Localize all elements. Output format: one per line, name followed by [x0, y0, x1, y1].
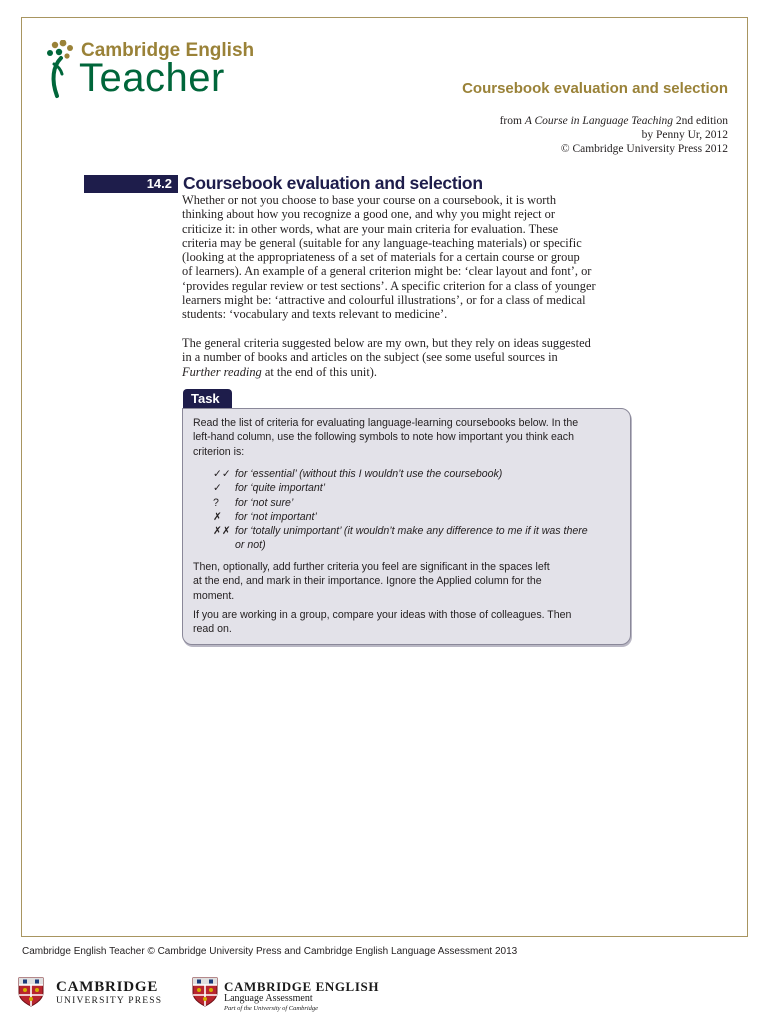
section-number: 14.2: [146, 176, 172, 191]
task-line: Then, optionally, add further criteria you feel are significant in the spaces left: [193, 561, 550, 573]
source-prefix: from: [499, 115, 522, 127]
task-line: left-hand column, use the following symbols to note how important you think each: [193, 431, 574, 444]
paragraph-line: thinking about how you recognize a good one, and why you might reject or: [182, 207, 556, 222]
symbol-meaning: for ‘quite important’: [235, 482, 326, 495]
paragraph-line: Whether or not you choose to base your course on a coursebook, it is worth: [182, 193, 557, 207]
paragraph-line-end: at the end of this unit).: [261, 364, 378, 379]
task-line: If you are working in a group, compare your ideas with those of colleagues. Then: [193, 609, 572, 621]
cel-logo-sub: Language Assessment: [224, 993, 313, 1004]
task-group: [193, 608, 623, 637]
symbol-row: [213, 538, 623, 552]
symbol-meaning: or not): [235, 539, 266, 552]
symbol-meaning: for ‘not sure’: [235, 496, 294, 509]
task-line: Read the list of criteria for evaluating language-learning coursebooks below. In the: [193, 417, 579, 429]
source-book-title: A Course in Language Teaching: [524, 115, 674, 127]
symbol-row: [213, 481, 623, 495]
cel-logo-name: CAMBRIDGE ENGLISH: [224, 979, 380, 994]
tick-icon: ✓: [213, 482, 222, 495]
task-line: at the end, and mark in their importance. Ignore the Applied column for the: [193, 575, 542, 588]
paragraph-line: learners might be: ‘attractive and colourful illustrations’, or for a class of medical: [182, 293, 586, 308]
paragraph-line: [182, 365, 632, 379]
task-line: moment.: [193, 589, 235, 602]
paragraph-line: ‘provides regular review or test sections’. A specific criterion for a class of younger: [182, 278, 596, 293]
cambridge-english-teacher-logo[interactable]: [45, 40, 265, 102]
logo-text-cambridge-english: Cambridge English: [81, 40, 255, 61]
symbol-meaning: for ‘essential’ (without this I wouldn’t use the coursebook): [235, 468, 503, 480]
source-edition: 2nd edition: [675, 115, 728, 127]
logo-text-teacher: Teacher: [79, 56, 225, 100]
section-title: Coursebook evaluation and selection: [183, 173, 483, 193]
task-line: criterion is:: [193, 445, 245, 458]
intro-paragraph: [182, 193, 632, 322]
paragraph-line: of learners). An example of a general criterion might be: ‘clear layout and font’, or: [182, 264, 592, 279]
task-then: [193, 560, 623, 603]
tree-person-icon: [45, 40, 79, 100]
cup-logo-name: CAMBRIDGE: [56, 979, 159, 995]
symbol-meaning: for ‘not important’: [235, 510, 317, 523]
paragraph-line: criticize it: in other words, what are your main criteria for evaluation. These: [182, 221, 559, 236]
source-copyright: © Cambridge University Press 2012: [560, 143, 728, 155]
task-tab: [183, 389, 232, 410]
symbol-row: [213, 510, 623, 524]
university-crest-icon: [18, 977, 44, 1007]
cup-logo-sub: UNIVERSITY PRESS: [56, 996, 163, 1006]
paragraph-line: in a number of books and articles on the subject (see some useful sources in: [182, 350, 558, 365]
section-number-bar: [84, 175, 178, 193]
symbol-row: [213, 496, 623, 510]
task-line: read on.: [193, 623, 232, 636]
source-citation: [500, 114, 728, 156]
paragraph-line: The general criteria suggested below are my own, but they rely on ideas suggested: [182, 336, 591, 350]
criteria-paragraph: [182, 336, 632, 379]
header-title: Coursebook evaluation and selection: [462, 80, 728, 97]
symbol-row: [213, 467, 623, 481]
cel-logo-sub2: Part of the University of Cambridge: [224, 1005, 319, 1012]
paragraph-line: (looking at the appropriateness of a set of materials for a certain course or group: [182, 250, 580, 265]
task-label: Task: [191, 391, 220, 406]
footer-copyright: Cambridge English Teacher © Cambridge University Press and Cambridge English Language Assessment 2013: [22, 946, 518, 957]
double-cross-icon: ✗✗: [213, 525, 231, 538]
further-reading-link[interactable]: Further reading: [182, 364, 262, 379]
question-mark-icon: ?: [213, 496, 219, 509]
source-line-book: [500, 114, 728, 128]
paragraph-line: criteria may be general (suitable for any language-teaching materials) or specific: [182, 235, 582, 250]
task-box: [182, 408, 631, 645]
source-author: by Penny Ur, 2012: [641, 129, 728, 141]
double-tick-icon: ✓✓: [213, 468, 231, 480]
task-intro: [193, 416, 623, 459]
paragraph-line: students: ‘vocabulary and texts relevant to medicine’.: [182, 307, 448, 322]
university-crest-icon: [192, 977, 218, 1007]
symbol-list: [213, 467, 623, 553]
cross-icon: ✗: [213, 510, 222, 523]
symbol-row: [213, 524, 623, 538]
symbol-meaning: for ‘totally unimportant’ (it wouldn’t make any difference to me if it was there: [235, 525, 588, 538]
